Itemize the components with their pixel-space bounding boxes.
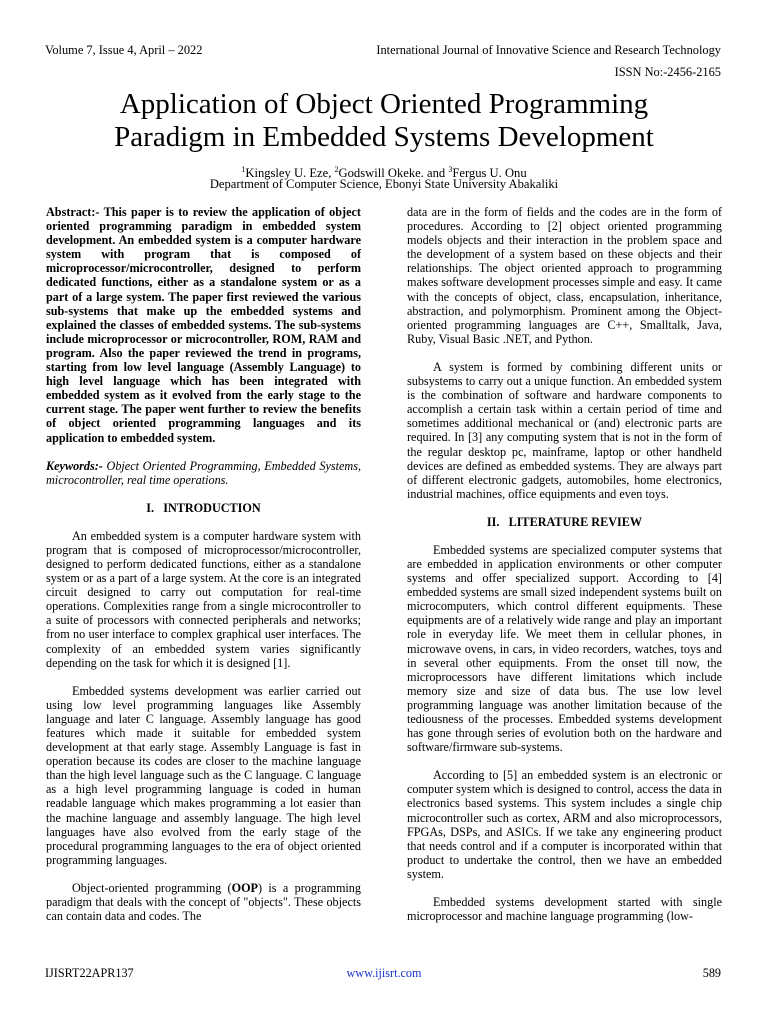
oop-para-start: Object-oriented programming ( [72, 880, 232, 895]
section-heading-literature-review: II. LITERATURE REVIEW [486, 514, 643, 529]
intro-paragraph-4: A system is formed by combining different units or subsystems to carry out a unique function. An embedded system is the combination of software and hardware components to accomplish a certain task within a certain period of time and sometimes additional mechanical or (and) electronic parts are required. In [3] any computing system that is not in the form of the regular desktop pc, mainframe, laptop or other handheld devices are defined as embedded systems. They are always part of different electronic gadgets, automobiles, home electronics, industrial machines, office equipments and even toys. [407, 359, 722, 501]
page-number: 589 [702, 966, 721, 980]
oop-para-end: ) is a programming paradigm that deals with the concept of "objects". These objects can contain data and codes. The [46, 880, 361, 924]
keywords-text: Object Oriented Programming, Embedded Systems, microcontroller, real time operations. [46, 458, 361, 487]
review-paragraph-1: Embedded systems are specialized computer systems that are embedded in application environments or other computer systems and offer specialized support. According to [4] embedded systems are small sized independent systems built on microcomputers, which control different equipments. These equipments are of a relatively wide range and play an important role in everyday life. We meet them in cellular phones, in microwave ovens, in cars, in video recorders, watches, toys and in several other equipments. From the onset till now, the microprocessors have different limitations which include memory size and size of data bus. The use low level programming language was another limitation because of the tediousness of the processes. Embedded systems development has gone through series of evolution both on the hardware and software/firmware sub-systems. [407, 542, 722, 755]
author-2-sup: 2 [334, 165, 339, 174]
author-3: Fergus U. Onu [452, 166, 527, 181]
keywords [46, 459, 361, 487]
review-paragraph-3: Embedded systems development started with single microprocessor and machine language programming (low- [407, 895, 722, 924]
oop-abbrev: OOP [231, 880, 258, 895]
article-code: IJISRT22APR137 [45, 966, 134, 980]
title-line-2: Paradigm in Embedded Systems Development [114, 121, 654, 153]
paper-title [40, 88, 728, 154]
title-line-1: Application of Object Oriented Programming [119, 88, 649, 120]
journal-name: International Journal of Innovative Science and Research Technology [376, 43, 721, 57]
intro-paragraph-3-continued: data are in the form of fields and the codes are in the form of procedures. According to [2] object oriented programming models objects and their interaction in the problem space and the development of a system based on these objects and their relationships. The object oriented approach to programming makes software development processes simple and easy. It came with the concepts of object, class, encapsulation, inheritance, abstraction, and polymorphism. Prominent among the Object-oriented programming languages are C++, Smalltalk, Java, Ruby, Visual Basic .NET, and Python. [407, 205, 722, 346]
intro-paragraph-1: An embedded system is a computer hardware system with program that is composed of microprocessor/microcontroller, designed to perform dedicated functions, either as a standalone system or as a part of a large system. At the core is an integrated circuit designed to carry out computation for real-time operations. Complexities range from a single microcontroller to a suite of processors with connected peripherals and networks; from no user interface to complex graphical user interfaces. The complexity of an embedded system varies significantly depending on the task for which it is designed [1]. [46, 528, 361, 670]
journal-url-link[interactable]: www.ijisrt.com [346, 966, 422, 980]
author-1-sup: 1 [241, 165, 246, 174]
review-paragraph-2: According to [5] an embedded system is an electronic or computer system which is designed to control, access the data in electronics based systems. This system includes a single chip microcontroller such as cortex, ARM and also microprocessors, FPGAs, DSPs, and ASICs. If we take any engineering product that needs control and if a computer is incorporated within that product to undertake the control, then we have an embedded system. [407, 768, 722, 881]
left-column [46, 205, 361, 923]
footer-center [0, 966, 768, 980]
volume-info: Volume 7, Issue 4, April – 2022 [45, 43, 203, 57]
author-1: Kingsley U. Eze, [245, 166, 335, 181]
author-2: Godswill Okeke. and [338, 166, 449, 181]
affiliation: Department of Computer Science, Ebonyi State University Abakaliki [209, 177, 559, 191]
keywords-label: Keywords:- [46, 458, 103, 473]
abstract: Abstract:- This paper is to review the application of object oriented programming paradigm in embedded system development. An embedded system is a computer hardware system with program that is composed of microprocessor/microcontroller, designed to perform dedicated functions, either as a standalone system or as a part of a large system. The paper first reviewed the various sub-systems that make up the embedded systems and explained the classes of embedded systems. The sub-systems include microprocessor or microcontroller, ROM, RAM and program. Also the paper reviewed the trend in programs, starting from low level language (Assembly Language) to high level language which has been integrated with embedded system as it evolved from the early stage to the current stage. The paper went further to review the benefits of object oriented programming languages and its application to embedded system. [46, 205, 361, 445]
section-heading-introduction: I. INTRODUCTION [146, 500, 261, 515]
author-3-sup: 3 [448, 165, 453, 174]
issn: ISSN No:-2456-2165 [614, 65, 721, 79]
right-column [407, 205, 722, 923]
intro-paragraph-2: Embedded systems development was earlier carried out using low level programming languages like Assembly language and later C language. Assembly language has good features which made it suitable for embedded system development at that early stage. Assembly Language is fast in operation because its codes are closer to the machine language than the high level language such as the C language. C language as a high level programming language is coded in human readable language which makes programming a lot easier than the machine language and assembly language. The high level languages have also evolved from the early stage of the procedural programming languages to the era of object oriented programming languages. [46, 683, 361, 867]
intro-paragraph-3 [46, 881, 361, 923]
